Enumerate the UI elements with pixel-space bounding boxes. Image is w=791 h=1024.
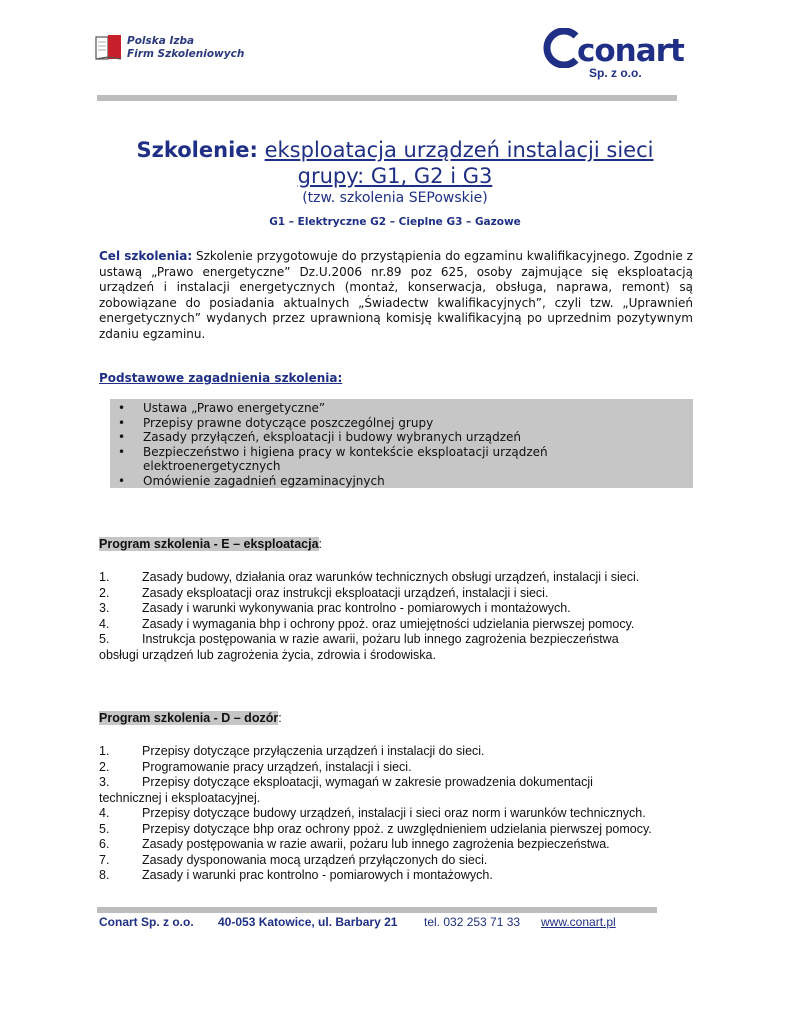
list-item: Omówienie zagadnień egzaminacyjnych [143,473,385,488]
line-number: 4. [99,616,110,631]
footer-divider [97,907,657,913]
program-e-line [99,570,639,586]
pifs-logo-line1: Polska Izba [127,35,195,47]
program-e-title: Program szkolenia - E – eksploatacja [99,537,319,551]
document-title [90,137,700,207]
pifs-logo [94,33,244,65]
program-e-line-continuation [99,648,436,664]
line-text: Przepisy dotyczące eksploatacji, wymagań w zakresie prowadzenia dokumentacji [142,775,593,789]
title-prefix: Szkolenie: [136,138,258,162]
goal-text: Szkolenie przygotowuje do przystąpienia do egzaminu kwalifikacyjnego. Zgodnie z ustawą „Prawo energetyczne” Dz.U.2006 nr.89 poz 625, osoby zajmujące się eksploatacją urządzeń i instalacji energetycznych (montaż, konserwacja, obsługa, naprawa, remont) są zobowiązane do posiadania aktualnych „Świadectw kwalifikacyjnych”, czyli tzw. „Uprawnień energetycznych” wydanych przez uprawnioną komisję kwalifikacyjną po uprzednim pozytywnym zdaniu egzaminu. [99,249,693,341]
list-item: Ustawa „Prawo energetyczne” [143,401,326,415]
line-text: Przepisy dotyczące przyłączenia urządzeń i instalacji do sieci. [142,744,485,758]
title-subtitle: (tzw. szkolenia SEPowskie) [302,190,488,206]
program-d-line [99,760,412,776]
bullet-icon: • [118,444,126,459]
bullet-icon: • [118,415,126,430]
conart-c-icon [538,28,582,68]
group-categories: G1 – Elektryczne G2 – Cieplne G3 – Gazowe [269,216,521,228]
footer-address: 40-053 Katowice, ul. Barbary 21 [218,915,398,929]
program-e-line [99,632,619,648]
program-e-line [99,601,571,617]
program-e-line [99,617,634,633]
title-groups: grupy: G1, G2 i G3 [297,164,493,188]
bullet-icon: • [118,430,126,444]
topics-list [110,399,693,488]
footer-website-link[interactable]: www.conart.pl [541,915,616,929]
footer-phone: tel. 032 253 71 33 [424,915,521,929]
title-topic: eksploatacja urządzeń instalacji sieci [264,138,654,162]
program-d-line-continuation [99,791,260,807]
line-number: 1. [99,570,110,584]
line-text: Przepisy dotyczące budowy urządzeń, instalacji i sieci oraz norm i warunków technicznych. [142,806,646,820]
program-d-line [99,806,646,822]
line-number: 3. [99,601,110,615]
line-text: Zasady i warunki prac kontrolno - pomiarowych i montażowych. [142,868,493,882]
topics-heading: Podstawowe zagadnienia szkolenia: [99,371,343,385]
book-icon [94,33,124,63]
conart-logo-word: conart [577,33,684,69]
program-d-line [99,868,493,884]
program-d-title: Program szkolenia - D – dozór [99,711,279,725]
line-text: obsługi urządzeń lub zagrożenia życia, zdrowia i środowiska. [99,647,436,662]
program-e-heading [99,537,322,551]
line-number: 8. [99,868,110,882]
conart-logo-sub: Sp. z o.o. [589,66,642,80]
line-number: 3. [99,775,110,789]
line-text: Zasady i warunki wykonywania prac kontrolno - pomiarowych i montażowych. [142,601,571,615]
line-number: 2. [99,585,110,600]
line-text: Zasady budowy, działania oraz warunków technicznych obsługi urządzeń, instalacji i sieci. [142,570,640,584]
line-text: technicznej i eksploatacyjnej. [99,790,261,805]
title-line1 [90,137,700,163]
pifs-logo-line2: Firm Szkoleniowych [127,48,245,60]
program-e-colon: : [318,537,323,551]
line-number: 1. [99,744,110,758]
line-number: 2. [99,759,110,774]
program-d-line [99,822,652,838]
program-d-line [99,853,487,869]
line-text: Programowanie pracy urządzeń, instalacji i sieci. [142,759,412,774]
program-d-heading [99,711,282,725]
line-text: Przepisy dotyczące bhp oraz ochrony ppoż. z uwzględnieniem udzielania pierwszej pomocy. [142,821,652,836]
program-d-colon: : [278,711,282,725]
pifs-logo-text [127,35,244,61]
list-item: Przepisy prawne dotyczące poszczególnej grupy [143,415,434,430]
line-number: 7. [99,852,110,867]
list-item: Zasady przyłączeń, eksploatacji i budowy wybranych urządzeń [143,430,522,444]
line-text: Zasady i wymagania bhp i ochrony ppoż. oraz umiejętności udzielania pierwszej pomocy. [142,616,635,631]
bullet-icon: • [118,401,126,415]
program-d-line [99,744,485,760]
footer-company: Conart Sp. z o.o. [99,915,194,929]
program-d-line [99,837,610,853]
line-text: Zasady postępowania w razie awarii, pożaru lub innego zagrożenia bezpieczeństwa. [142,837,610,851]
bullet-icon: • [118,473,126,488]
line-text: Zasady eksploatacji oraz instrukcji eksploatacji urządzeń, instalacji i sieci. [142,585,549,600]
line-number: 5. [99,821,110,836]
program-e-line [99,586,548,602]
line-text: Instrukcja postępowania w razie awarii, pożaru lub innego zagrożenia bezpieczeństwa [142,632,619,646]
list-item: Bezpieczeństwo i higiena pracy w kontekście eksploatacji urządzeń [143,444,548,459]
list-item-continuation: elektroenergetycznych [143,459,281,473]
header-divider [97,95,677,101]
line-number: 6. [99,837,110,851]
line-number: 5. [99,632,110,646]
conart-logo [538,24,683,84]
goal-label: Cel szkolenia: [99,249,193,263]
line-number: 4. [99,806,110,820]
program-d-line [99,775,593,791]
line-text: Zasady dysponowania mocą urządzeń przyłączonych do sieci. [142,852,488,867]
goal-paragraph [99,249,693,342]
